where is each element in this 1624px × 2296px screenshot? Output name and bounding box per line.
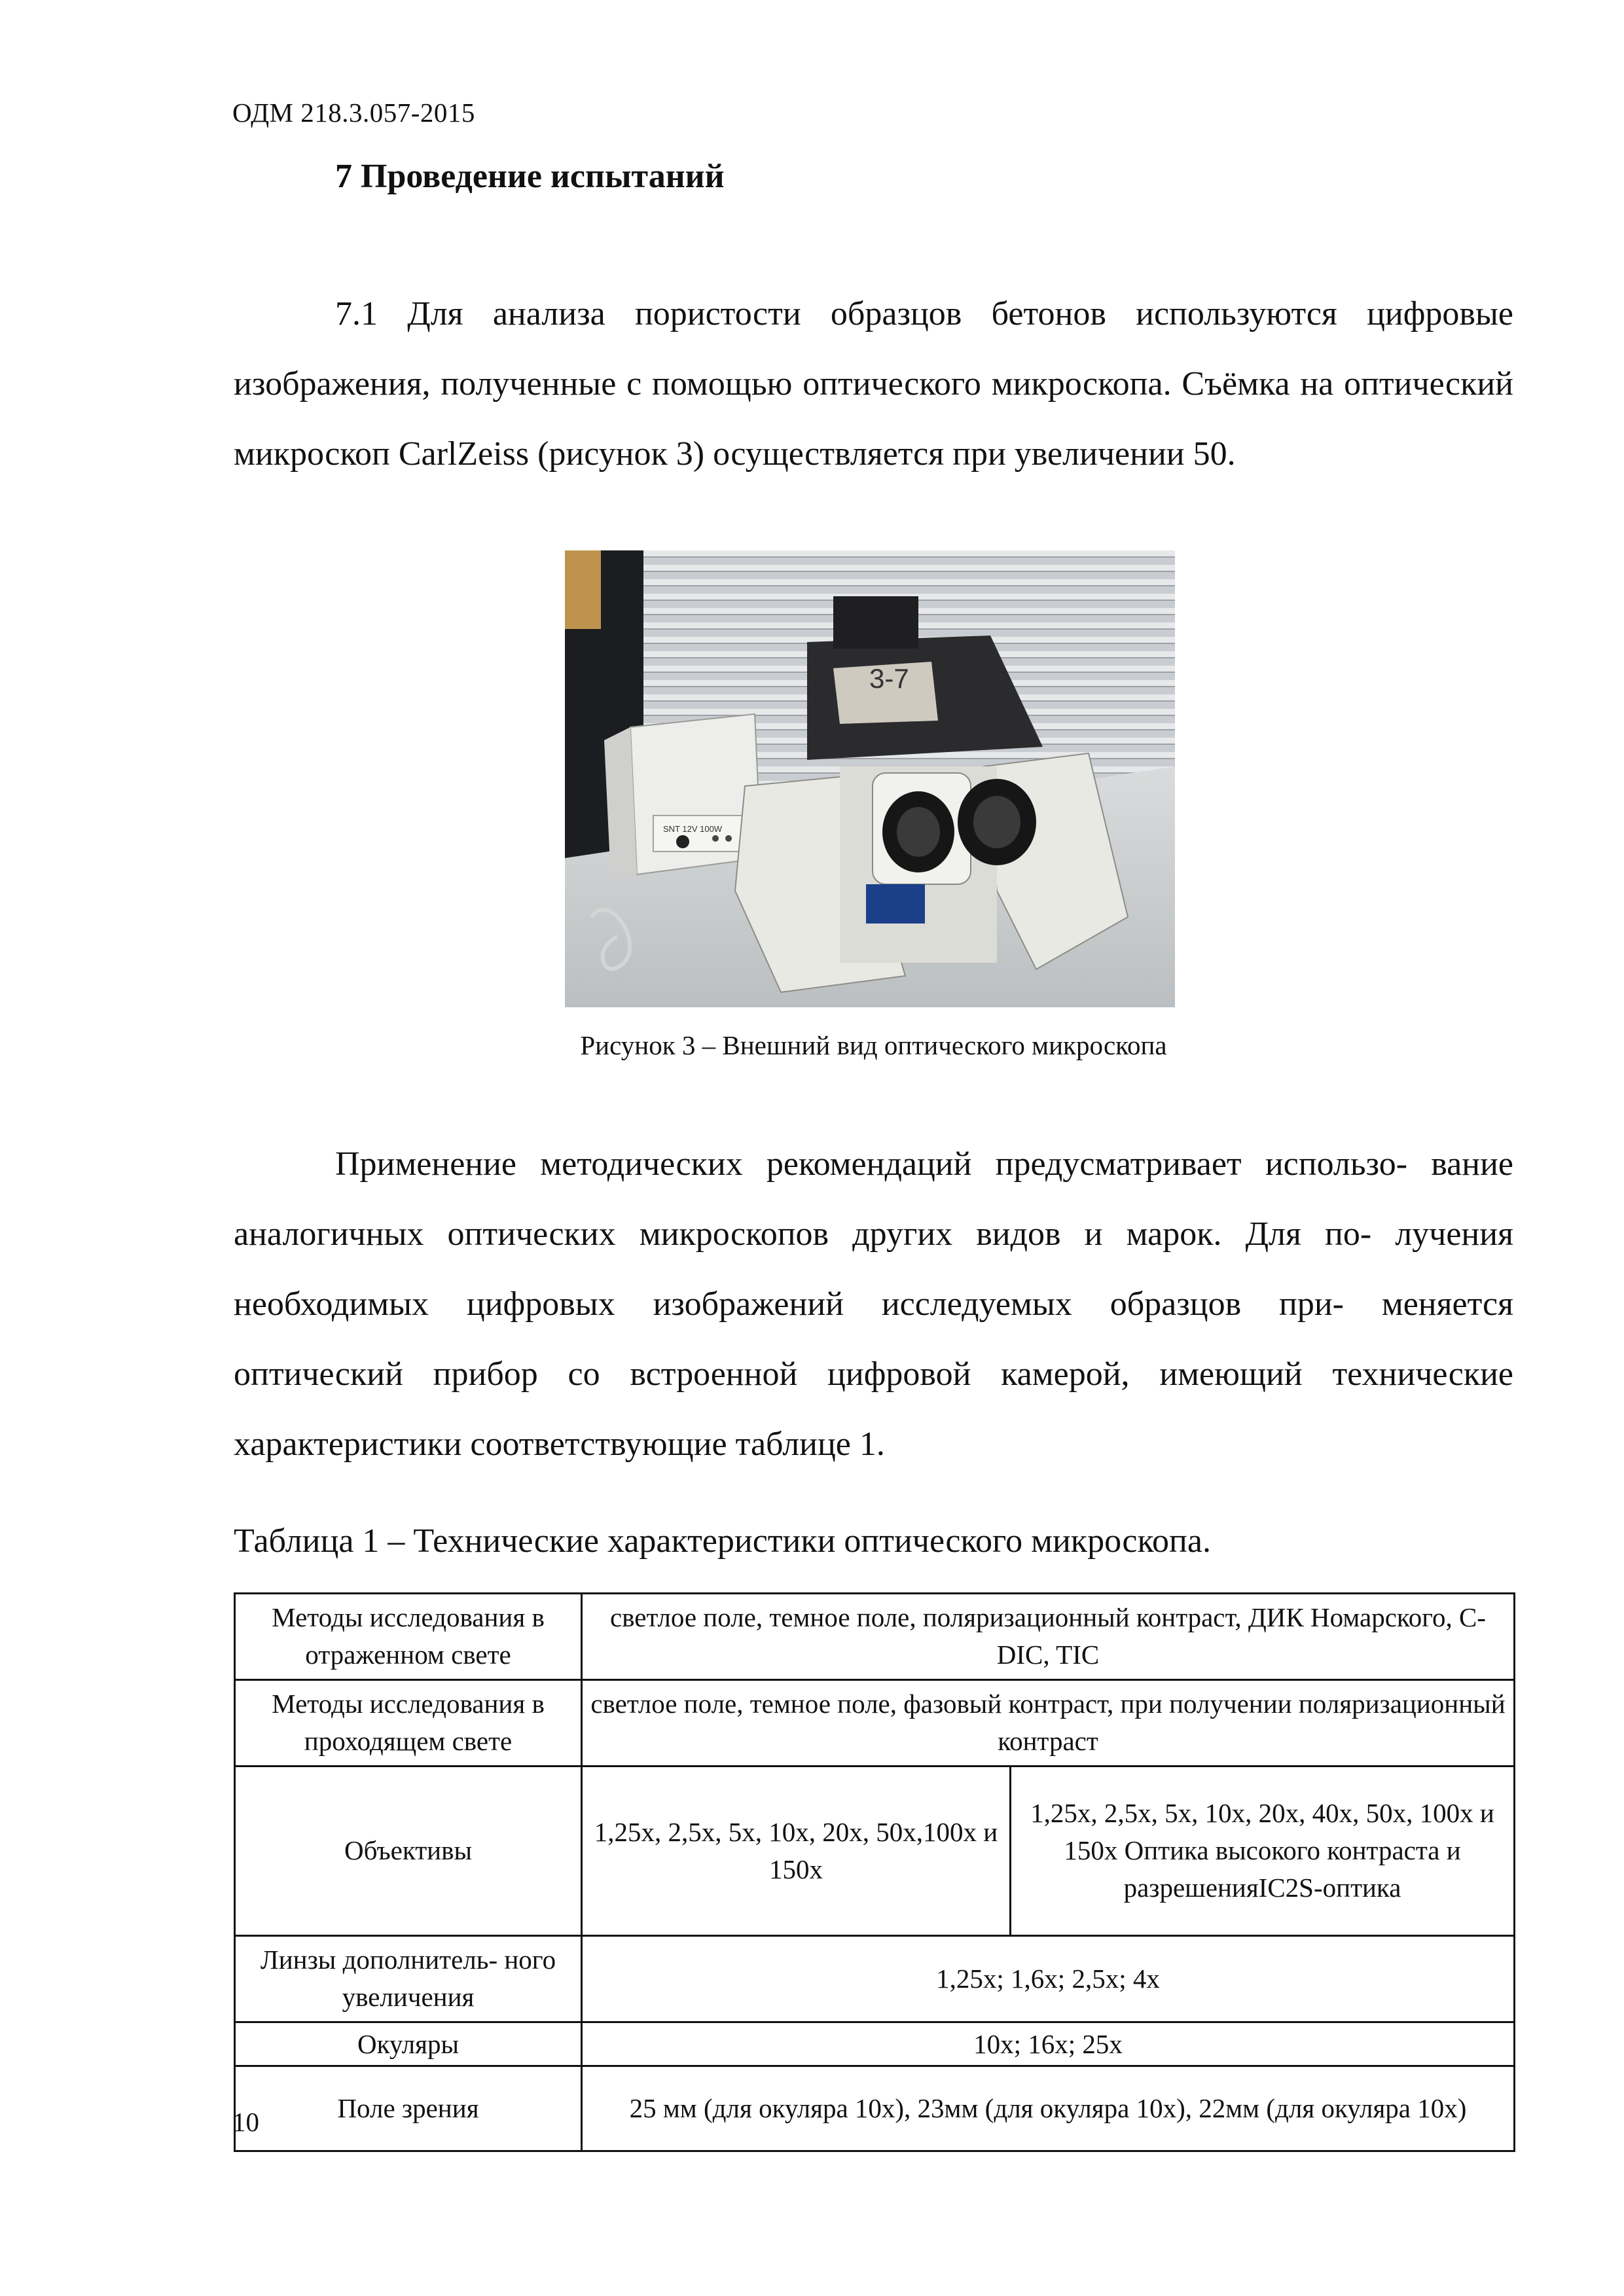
row-value-reflected: светлое поле, темное поле, поляризационный контраст, ДИК Номарского, C-DIC, TIC xyxy=(582,1594,1515,1680)
row-value-transmitted: светлое поле, темное поле, фазовый контраст, при получении поляризационный контраст xyxy=(582,1679,1515,1766)
page-number: 10 xyxy=(232,2107,259,2137)
power-unit xyxy=(604,714,761,878)
microscope-photo xyxy=(565,550,1175,1007)
row-value-objectives-b: 1,25х, 2,5х, 5х, 10х, 20х, 40х, 50х, 100х и 150х Оптика высокого контраста и разрешенияIC2S-оптика xyxy=(1011,1766,1515,1935)
spec-table xyxy=(234,1592,1515,2152)
row-label-objectives: Объективы xyxy=(235,1766,582,1935)
microscope-illustration xyxy=(565,550,1175,1007)
table-row xyxy=(235,2022,1515,2066)
table-row xyxy=(235,2066,1515,2151)
row-value-lenses: 1,25х; 1,6х; 2,5х; 4х xyxy=(582,1935,1515,2022)
table-row xyxy=(235,1935,1515,2022)
row-label-reflected: Методы исследования в отраженном свете xyxy=(235,1594,582,1680)
row-value-eyepieces: 10х; 16х; 25х xyxy=(582,2022,1515,2066)
lamp-housing xyxy=(833,596,918,649)
row-label-field: Поле зрения xyxy=(235,2066,582,2151)
figure-caption: Рисунок 3 – Внешний вид оптического микроскопа xyxy=(580,1030,1167,1060)
section-title: 7 Проведение испытаний xyxy=(335,158,725,195)
table-row xyxy=(235,1594,1515,1680)
document-code: ОДМ 218.3.057-2015 xyxy=(232,98,475,128)
camera-module xyxy=(866,884,925,924)
row-label-eyepieces: Окуляры xyxy=(235,2022,582,2066)
table-caption: Таблица 1 – Технические характеристики оптического микроскопа. xyxy=(234,1522,1211,1560)
table-row xyxy=(235,1679,1515,1766)
row-label-transmitted: Методы исследования в проходящем свете xyxy=(235,1679,582,1766)
row-value-field: 25 мм (для окуляра 10х), 23мм (для окуляра 10х), 22мм (для окуляра 10х) xyxy=(582,2066,1515,2151)
paragraph-application: Применение методических рекомендаций предусматривает использо- вание аналогичных оптических микроскопов других видов и марок. Для по- лучения необходимых цифровых изображений исследуемых образцов при- меняется оптический прибор со встроенной цифровой камерой, имеющий технические характеристики соответствующие таблице 1. xyxy=(234,1145,1513,1463)
paragraph-7-1: 7.1 Для анализа пористости образцов бетонов используются цифровые изображения, полученные с помощью оптического микроскопа. Съёмка на оптический микроскоп CarlZeiss (рисунок 3) осуществляется при увеличении 50. xyxy=(234,295,1513,473)
power-unit-label: SNT 12V 100W xyxy=(663,824,723,834)
row-label-lenses: Линзы дополнитель- ного увеличения xyxy=(235,1935,582,2022)
sample-tag: 3-7 xyxy=(869,663,909,694)
table-row xyxy=(235,1766,1515,1935)
row-value-objectives-a: 1,25х, 2,5х, 5х, 10х, 20х, 50х,100х и 150х xyxy=(582,1766,1011,1935)
